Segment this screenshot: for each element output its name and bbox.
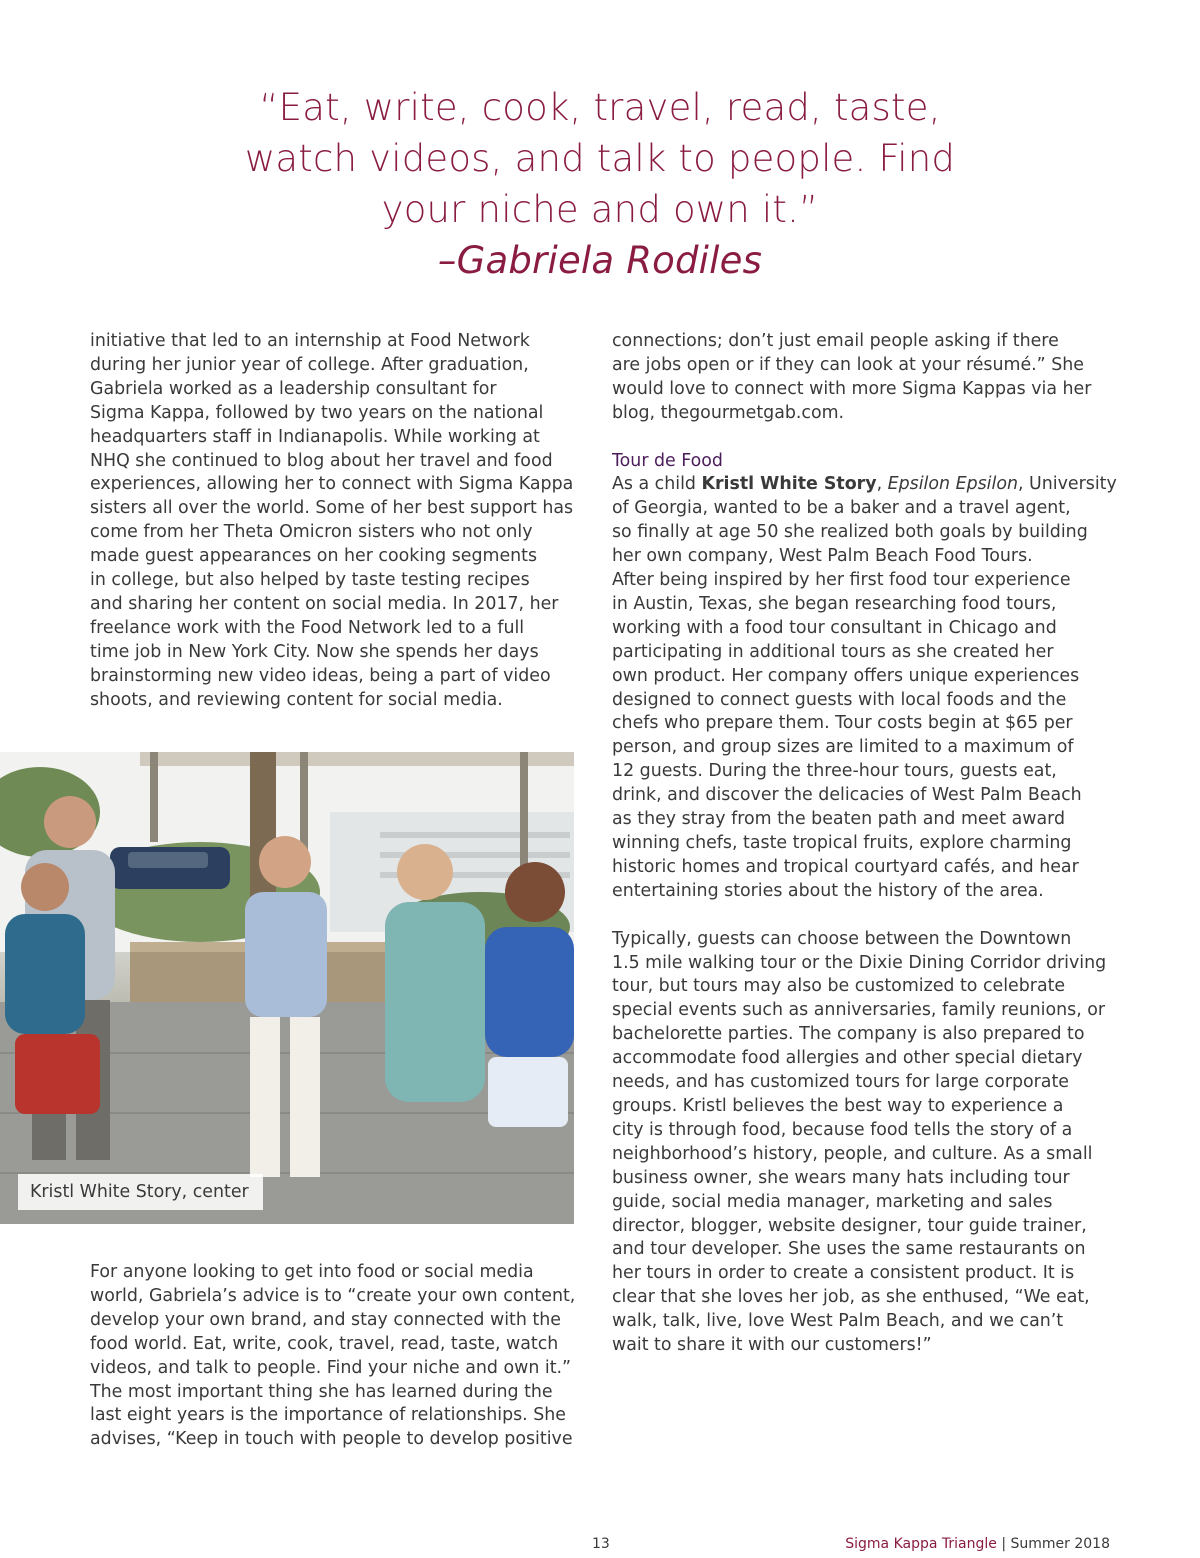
person-name: Kristl White Story bbox=[701, 474, 877, 495]
text-line: her own company, West Palm Beach Food Tours. bbox=[612, 546, 1033, 567]
section-subhead: Tour de Food bbox=[612, 450, 723, 471]
text-line: chefs who prepare them. Tour costs begin at $65 per bbox=[612, 713, 1073, 734]
text-line: blog, thegourmetgab.com. bbox=[612, 402, 845, 423]
text-line: and sharing her content on social media. In 2017, her bbox=[90, 593, 559, 614]
text-line: in Austin, Texas, she began researching food tours, bbox=[612, 593, 1057, 614]
text-line: in college, but also helped by taste testing recipes bbox=[90, 570, 530, 591]
text-line: own product. Her company offers unique experiences bbox=[612, 665, 1080, 686]
text-line: during her junior year of college. After graduation, bbox=[90, 354, 529, 375]
text-line: develop your own brand, and stay connected with the bbox=[90, 1309, 561, 1330]
text-line: so finally at age 50 she realized both goals by building bbox=[612, 522, 1088, 543]
text-line: walk, talk, live, love West Palm Beach, and we can’t bbox=[612, 1311, 1064, 1332]
text-line: bachelorette parties. The company is also prepared to bbox=[612, 1024, 1085, 1045]
issue-date: Summer 2018 bbox=[1010, 1536, 1110, 1552]
text-line: winning chefs, taste tropical fruits, explore charming bbox=[612, 833, 1072, 854]
text-line: working with a food tour consultant in Chicago and bbox=[612, 617, 1057, 638]
text-line: freelance work with the Food Network led to a full bbox=[90, 617, 525, 638]
text-line: food world. Eat, write, cook, travel, read, taste, watch bbox=[90, 1333, 559, 1354]
magazine-name: Sigma Kappa Triangle bbox=[845, 1536, 997, 1552]
text-line: as they stray from the beaten path and meet award bbox=[612, 809, 1066, 830]
text-line: historic homes and tropical courtyard cafés, and hear bbox=[612, 856, 1079, 877]
text-line: The most important thing she has learned during the bbox=[90, 1381, 553, 1402]
pull-quote-line: “Eat, write, cook, travel, read, taste, bbox=[259, 86, 941, 129]
publication-footer bbox=[845, 1535, 1110, 1553]
text-line: advises, “Keep in touch with people to develop positive bbox=[90, 1429, 573, 1450]
text-line: drink, and discover the delicacies of West Palm Beach bbox=[612, 785, 1082, 806]
text-line: are jobs open or if they can look at your résumé.” She bbox=[612, 354, 1084, 375]
text-line: For anyone looking to get into food or social media bbox=[90, 1262, 534, 1282]
text-line: participating in additional tours as she created her bbox=[612, 641, 1054, 662]
text-line: business owner, she wears many hats including tour bbox=[612, 1167, 1070, 1188]
text-line: videos, and talk to people. Find your niche and own it.” bbox=[90, 1357, 572, 1378]
text-line bbox=[612, 473, 1117, 497]
text-line: special events such as anniversaries, family reunions, or bbox=[612, 1000, 1106, 1021]
text-line: and tour developer. She uses the same restaurants on bbox=[612, 1239, 1086, 1260]
text-line: time job in New York City. Now she spends her days bbox=[90, 641, 539, 662]
chapter-name: Epsilon Epsilon bbox=[887, 474, 1018, 495]
pull-quote-line: your niche and own it.” bbox=[381, 188, 819, 231]
text-fragment: , University bbox=[1018, 474, 1117, 495]
text-line: neighborhood’s history, people, and culture. As a small bbox=[612, 1143, 1093, 1164]
left-column-top bbox=[90, 330, 590, 713]
text-line: wait to share it with our customers!” bbox=[612, 1335, 932, 1356]
text-line: Gabriela worked as a leadership consultant for bbox=[90, 378, 497, 399]
right-column bbox=[612, 330, 1117, 1358]
text-line: needs, and has customized tours for large corporate bbox=[612, 1072, 1069, 1093]
page-number: 13 bbox=[592, 1536, 610, 1552]
text-line: experiences, allowing her to connect with Sigma Kappa bbox=[90, 474, 574, 495]
text-line: tour, but tours may also be customized to celebrate bbox=[612, 976, 1066, 997]
text-line: Typically, guests can choose between the Downtown bbox=[612, 928, 1072, 949]
text-line: sisters all over the world. Some of her best support has bbox=[90, 498, 574, 519]
text-line: 1.5 mile walking tour or the Dixie Dining Corridor driving bbox=[612, 952, 1107, 973]
pull-quote bbox=[150, 82, 1050, 286]
pull-quote-line: watch videos, and talk to people. Find bbox=[244, 137, 956, 180]
text-line: person, and group sizes are limited to a maximum of bbox=[612, 737, 1074, 758]
photo-caption: Kristl White Story, center bbox=[18, 1174, 263, 1210]
text-line: Sigma Kappa, followed by two years on the national bbox=[90, 402, 544, 423]
text-line: come from her Theta Omicron sisters who not only bbox=[90, 522, 533, 543]
text-line: designed to connect guests with local foods and the bbox=[612, 689, 1067, 710]
text-line: guide, social media manager, marketing and sales bbox=[612, 1191, 1053, 1212]
paragraph-gap bbox=[612, 426, 1117, 450]
text-line: world, Gabriela’s advice is to “create your own content, bbox=[90, 1285, 576, 1306]
text-line: 12 guests. During the three-hour tours, guests eat, bbox=[612, 761, 1057, 782]
text-line: city is through food, because food tells the story of a bbox=[612, 1119, 1073, 1140]
text-line: would love to connect with more Sigma Kappas via her bbox=[612, 378, 1092, 399]
text-line: After being inspired by her first food tour experience bbox=[612, 570, 1071, 591]
text-line: connections; don’t just email people asking if there bbox=[612, 331, 1059, 351]
text-line: groups. Kristl believes the best way to experience a bbox=[612, 1095, 1064, 1116]
text-line: made guest appearances on her cooking segments bbox=[90, 546, 538, 567]
footer-separator: | bbox=[996, 1536, 1011, 1552]
text-line: director, blogger, website designer, tour guide trainer, bbox=[612, 1215, 1087, 1236]
group-photo bbox=[0, 752, 574, 1224]
text-fragment: , bbox=[876, 474, 888, 495]
pull-quote-attribution: –Gabriela Rodiles bbox=[437, 239, 763, 282]
paragraph-gap bbox=[612, 904, 1117, 928]
text-line: initiative that led to an internship at Food Network bbox=[90, 331, 530, 351]
text-line: accommodate food allergies and other special dietary bbox=[612, 1048, 1083, 1069]
text-line: her tours in order to create a consistent product. It is bbox=[612, 1263, 1075, 1284]
text-line: NHQ she continued to blog about her travel and food bbox=[90, 450, 553, 471]
left-column-bottom bbox=[90, 1261, 590, 1452]
text-line: clear that she loves her job, as she enthused, “We eat, bbox=[612, 1287, 1090, 1308]
text-line: brainstorming new video ideas, being a part of video bbox=[90, 665, 551, 686]
text-line: entertaining stories about the history of the area. bbox=[612, 880, 1044, 901]
text-line: headquarters staff in Indianapolis. While working at bbox=[90, 426, 540, 447]
text-line: shoots, and reviewing content for social media. bbox=[90, 689, 503, 710]
text-line: of Georgia, wanted to be a baker and a travel agent, bbox=[612, 498, 1071, 519]
text-fragment: As a child bbox=[612, 474, 702, 495]
text-line: last eight years is the importance of relationships. She bbox=[90, 1405, 566, 1426]
